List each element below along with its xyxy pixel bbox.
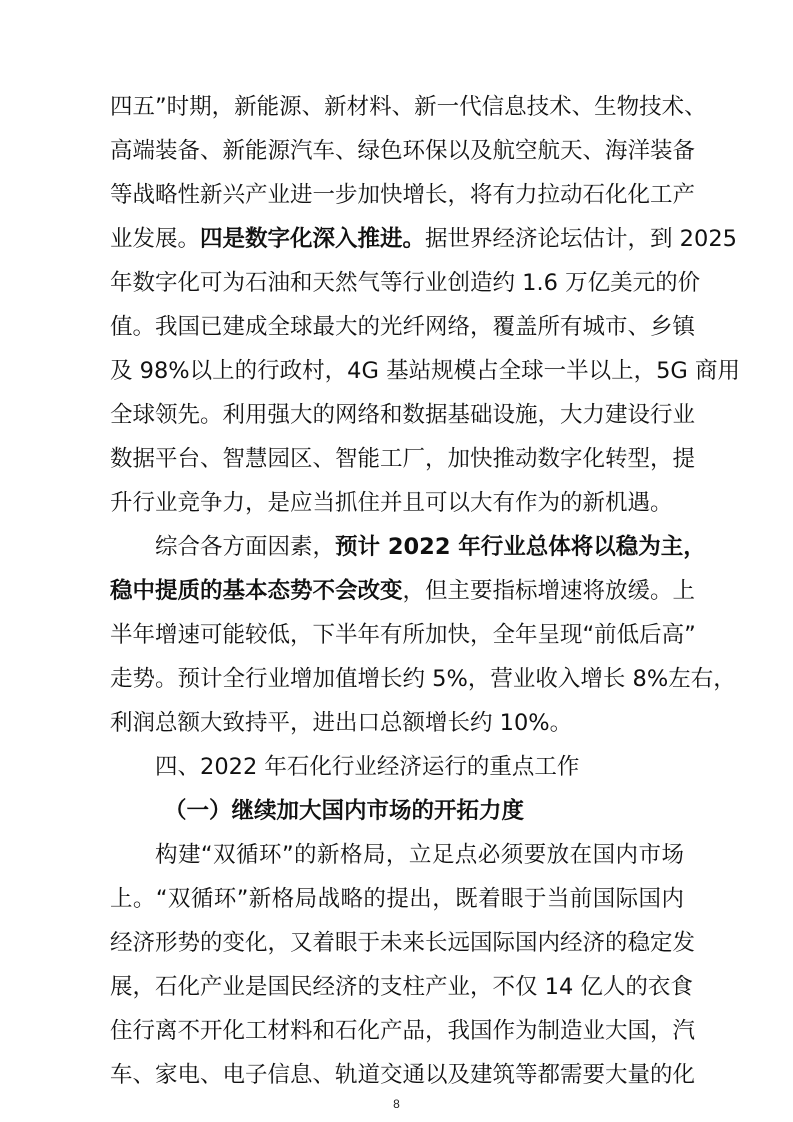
- text-line: 半年增速可能较低，下半年有所加快，全年呈现“前低后高”: [110, 622, 696, 648]
- text-line: 利润总额大致持平，进出口总额增长约 10%。: [110, 710, 573, 736]
- section-heading: 四、2022 年石化行业经济运行的重点工作: [155, 754, 580, 780]
- text-line: 及 98%以上的行政村，4G 基站规模占全球一半以上，5G 商用: [110, 358, 740, 384]
- text-line: 数据平台、智慧园区、智能工厂，加快推动数字化转型，提: [110, 446, 696, 472]
- bold-phrase: 四是数字化深入推进。: [200, 226, 426, 252]
- page-number: 8: [393, 1097, 400, 1111]
- text-line: 构建“双循环”的新格局，立足点必须要放在国内市场: [155, 842, 684, 868]
- text-span: 据世界经济论坛估计，到 2025: [425, 226, 737, 252]
- bold-phrase: 稳中提质的基本态势不会改变: [110, 578, 403, 604]
- bold-phrase: 预计 2022 年行业总体将以稳为主，: [335, 534, 706, 560]
- text-line: 上。“双循环”新格局战略的提出，既着眼于当前国际国内: [110, 886, 684, 912]
- text-line: 走势。预计全行业增加值增长约 5%，营业收入增长 8%左右，: [110, 666, 736, 692]
- text-line: 高端装备、新能源汽车、绿色环保以及航空航天、海洋装备: [110, 138, 696, 164]
- text-span: 综合各方面因素，: [155, 534, 336, 560]
- text-line: 年数字化可为石油和天然气等行业创造约 1.6 万亿美元的价: [110, 270, 701, 296]
- text-line: 车、家电、电子信息、轨道交通以及建筑等都需要大量的化: [110, 1062, 696, 1088]
- text-span: 业发展。: [110, 226, 201, 252]
- text-line: 升行业竞争力，是应当抓住并且可以大有作为的新机遇。: [110, 490, 673, 516]
- text-line: [110, 576, 696, 606]
- text-line: [110, 224, 737, 254]
- text-line: 全球领先。利用强大的网络和数据基础设施，大力建设行业: [110, 402, 696, 428]
- text-span: ，但主要指标增速将放缓。上: [402, 578, 696, 604]
- subsection-heading: （一）继续加大国内市场的开拓力度: [164, 798, 525, 824]
- text-line: 值。我国已建成全球最大的光纤网络，覆盖所有城市、乡镇: [110, 314, 696, 340]
- text-line: [155, 532, 706, 562]
- text-line: 住行离不开化工材料和石化产品，我国作为制造业大国，汽: [110, 1018, 696, 1044]
- text-line: 等战略性新兴产业进一步加快增长，将有力拉动石化化工产: [110, 182, 696, 208]
- text-line: 展，石化产业是国民经济的支柱产业，不仅 14 亿人的衣食: [110, 974, 693, 1000]
- text-line: 四五”时期，新能源、新材料、新一代信息技术、生物技术、: [110, 94, 707, 120]
- text-line: 经济形势的变化，又着眼于未来长远国际国内经济的稳定发: [110, 930, 696, 956]
